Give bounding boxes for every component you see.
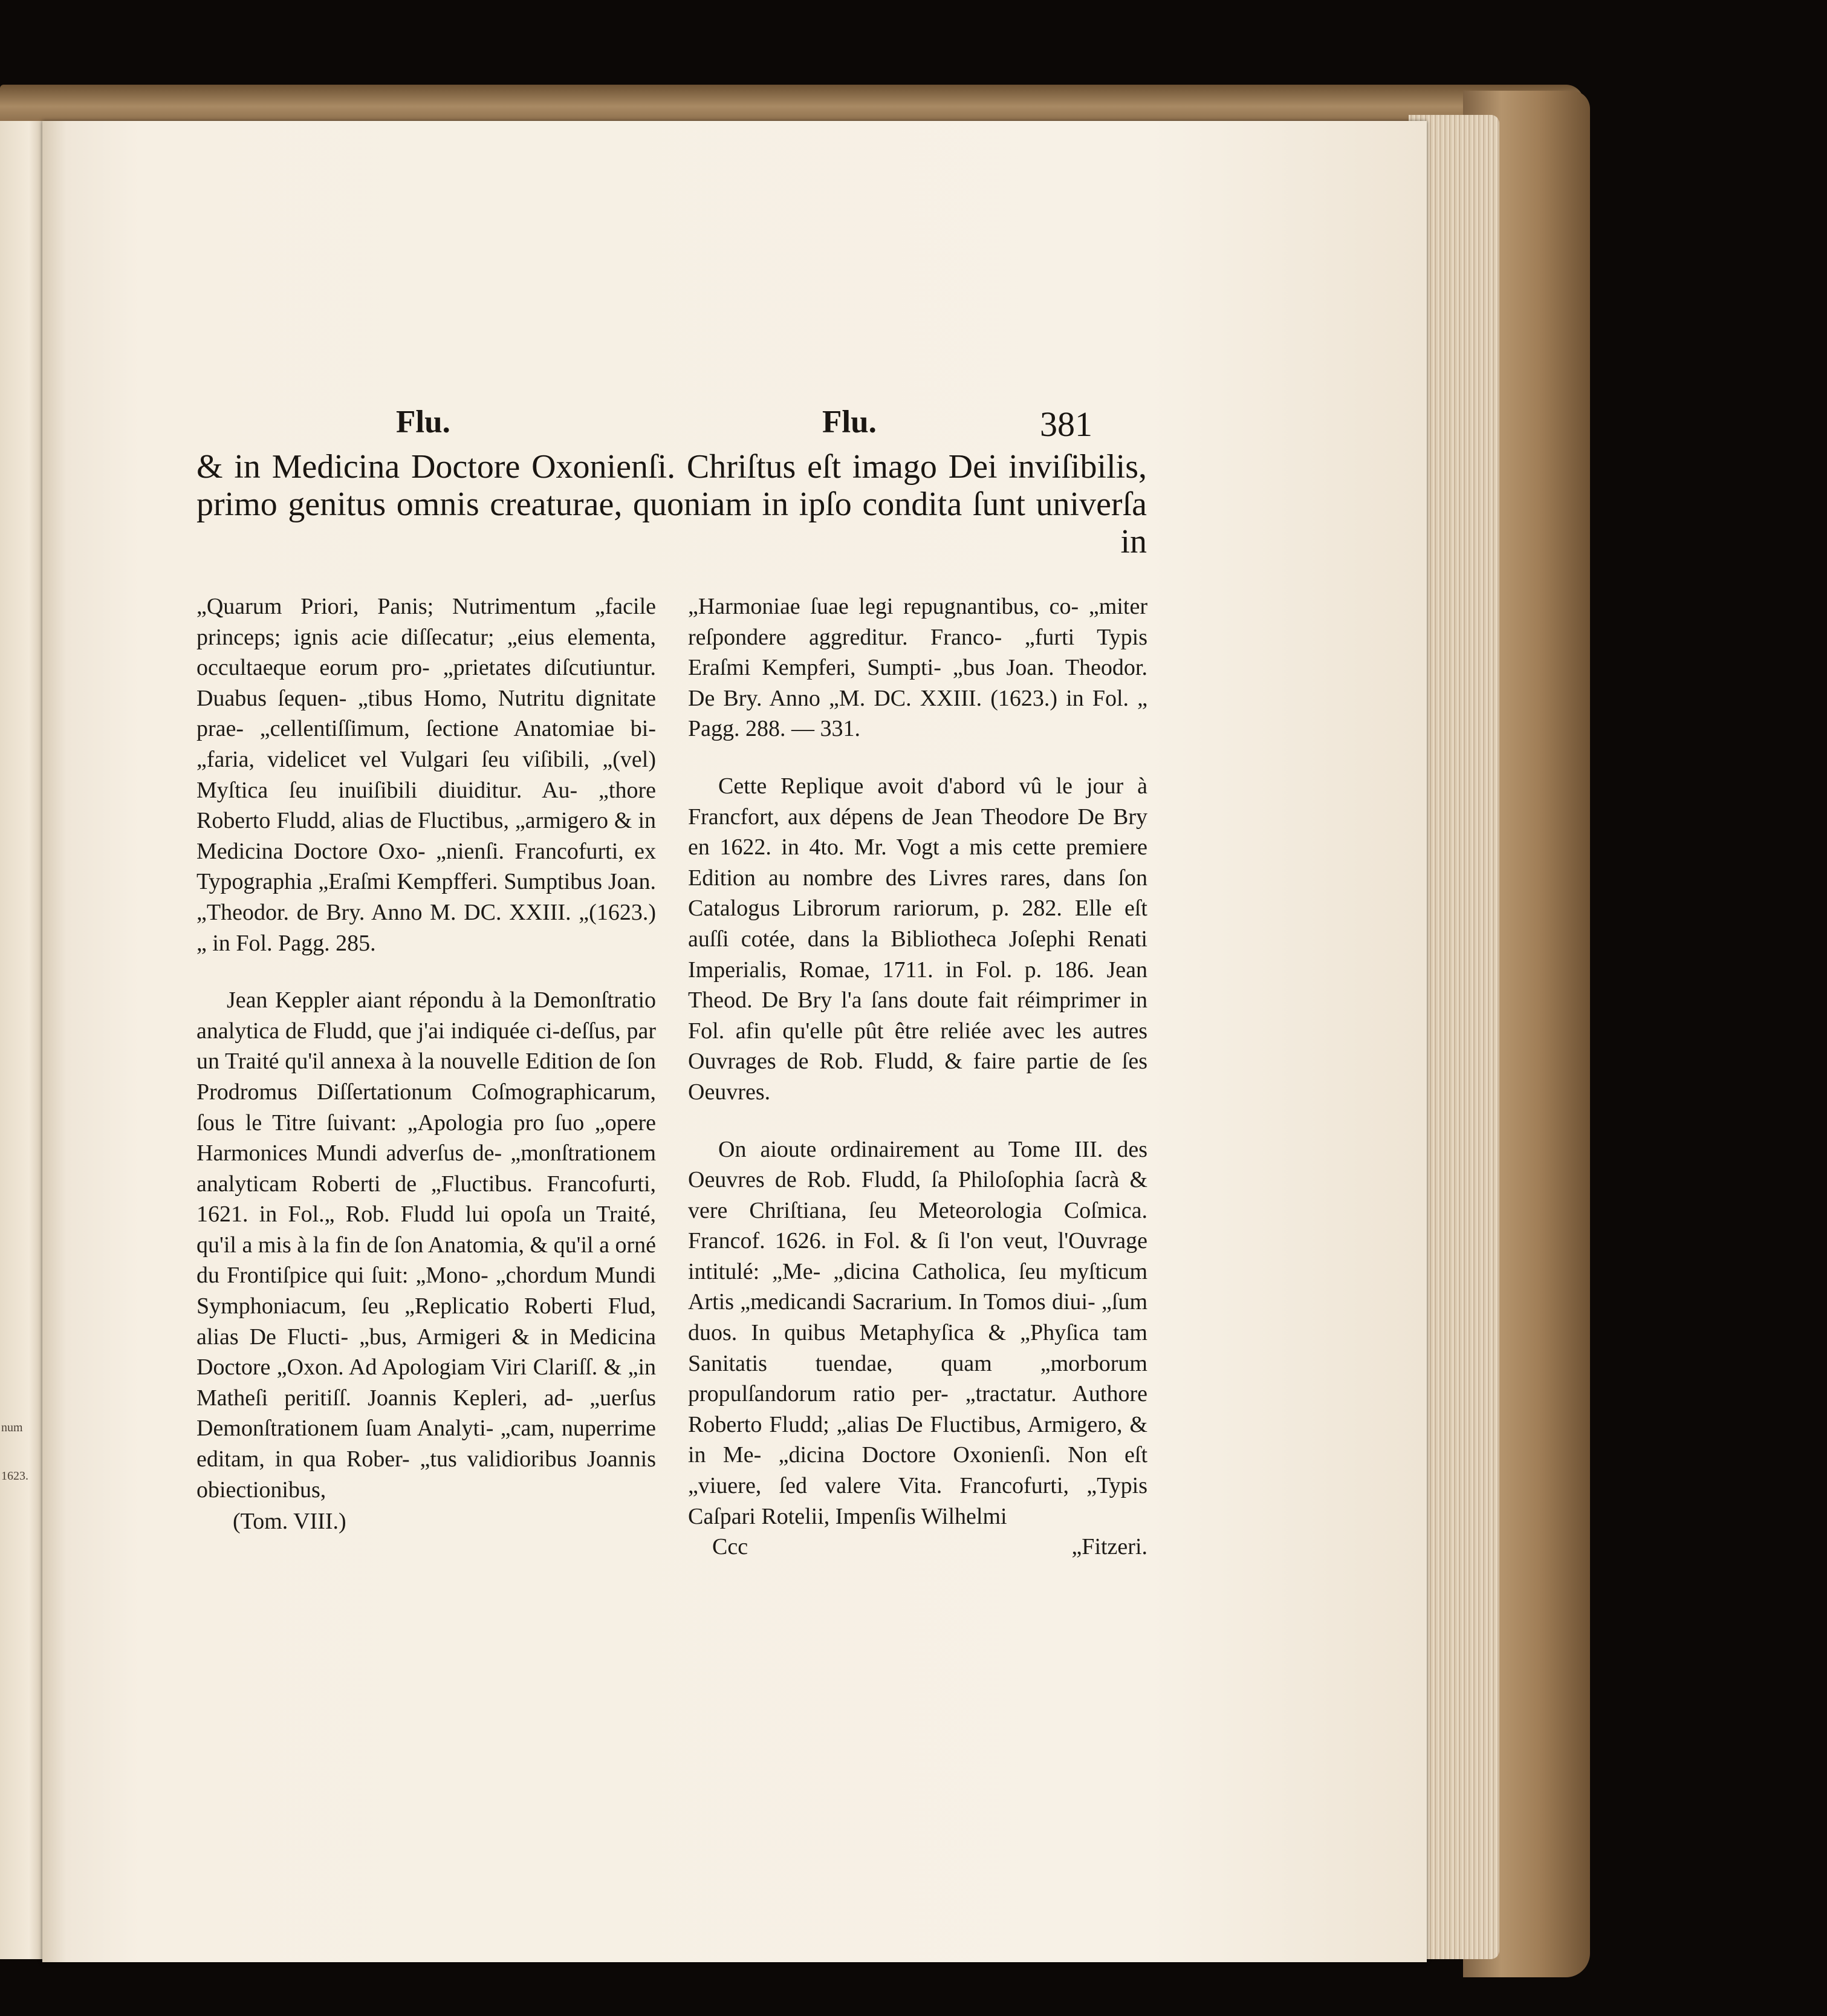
paragraph: On aioute ordinairement au Tome III. des Oeuvres de Rob. Fludd, ſa Philoſophia ſacrà & vere Chriſtiana, ſeu Meteorologia Coſmica. Francof. 1626. in Fol. & ſi l'on veut, l'Ouvrage intitulé: „Me- „dicina Catholica, ſeu myſticum Artis „medicandi Sacrarium. In Tomos diui- „ſum duos. In quibus Metaphyſica & „Phyſica tam Sanitatis tuendae, quam „morborum propulſandorum ratio per- „tractatur. Authore Roberto Fludd; „alias De Fluctibus, Armigero, & in Me- „dicina Doctore Oxonienſi. Non eſt „viuere, ſed valere Vita. Francofurti, „Typis Caſpari Rotelii, Impenſis Wilhelmi: [688, 1136, 1147, 1529]
catchword: „Fitzeri.: [1071, 1534, 1147, 1560]
volume-footer: (Tom. VIII.): [233, 1509, 346, 1535]
margin-fragment: 1623.: [1, 1469, 28, 1483]
signature-line: [688, 1532, 1147, 1562]
running-head-center: Flu.: [822, 405, 877, 440]
page: [42, 121, 1427, 1962]
top-line-3: in: [1120, 523, 1147, 561]
page-number: 381: [1040, 405, 1092, 444]
previous-page-edge: [0, 121, 48, 1959]
right-column: [688, 591, 1147, 1571]
running-head-left: Flu.: [396, 405, 450, 440]
paragraph: Cette Replique avoit d'abord vû le jour à Francfort, aux dépens de Jean Theodore De Bry en 1622. in 4to. Mr. Vogt a mis cette premiere Edition au nombre des Livres rares, dans ſon Catalogus Librorum rariorum, p. 282. Elle eſt auſſi cotée, dans la Bibliotheca Joſephi Renati Imperialis, Romae, 1711. in Fol. p. 186. Jean Theod. De Bry l'a ſans doute fait réimprimer in Fol. afin qu'elle pût être reliée avec les autres Ouvrages de Rob. Fludd, & faire partie de ſes Oeuvres.: [688, 773, 1147, 1105]
quote-block: „Quarum Priori, Panis; Nutrimentum „facile princeps; ignis acie diſſecatur; „eius elementa, occultaeque eorum pro- „prietates diſcutiuntur. Duabus ſequen- „tibus Homo, Nutritu dignitate prae- „cellentiſſimum, ſectione Anatomiae bi- „faria, videlicet vel Vulgari ſeu viſibili, „(vel) Myſtica ſeu inuiſibili diuiditur. Au- „thore Roberto Fludd, alias de Fluctibus, „armigero & in Medicina Doctore Oxo- „nienſi. Francofurti, ex Typographia „Eraſmi Kempfferi. Sumptibus Joan. „Theodor. de Bry. Anno M. DC. XXIII. „(1623.) „ in Fol. Pagg. 285.: [196, 594, 656, 956]
paragraph: Jean Keppler aiant répondu à la Demonſtratio analytica de Fludd, que j'ai indiquée ci-deſſus, par un Traité qu'il annexa à la nouvelle Edition de ſon Prodromus Diſſertationum Coſmographicarum, ſous le Titre ſuivant: „Apologia pro ſuo „opere Harmonices Mundi adverſus de- „monſtrationem analyticam Roberti de „Fluctibus. Francofurti, 1621. in Fol.„ Rob. Fludd lui opoſa un Traité, qu'il a mis à la fin de ſon Anatomia, & qu'il a orné du Frontiſpice qui ſuit: „Mono- „chordum Mundi Symphoniacum, ſeu „Replicatio Roberti Flud, alias De Flucti- „bus, Armigeri & in Medicina Doctore „Oxon. Ad Apologiam Viri Clariſſ. & „in Matheſi peritiſſ. Joannis Kepleri, ad- „uerſus Demonſtrationem ſuam Analyti- „cam, nuperrime editam, in qua Rober- „tus validioribus Joannis obiectionibus,: [196, 987, 656, 1503]
left-column: [196, 591, 656, 1546]
top-line-2: primo genitus omnis creaturae, quoniam in ipſo condita ſunt univerſa: [196, 486, 1147, 523]
quote-block: „Harmoniae ſuae legi repugnantibus, co- „miter reſpondere aggreditur. Franco- „furti Typis Eraſmi Kempferi, Sumpti- „bus Joan. Theodor. De Bry. Anno „M. DC. XXIII. (1623.) in Fol. „ Pagg. 288. — 331.: [688, 594, 1147, 742]
top-line-1: & in Medicina Doctore Oxonienſi. Chriſtus eſt imago Dei inviſibilis,: [196, 448, 1147, 486]
margin-fragment: num: [1, 1421, 23, 1434]
signature-mark: Ccc: [712, 1534, 748, 1560]
